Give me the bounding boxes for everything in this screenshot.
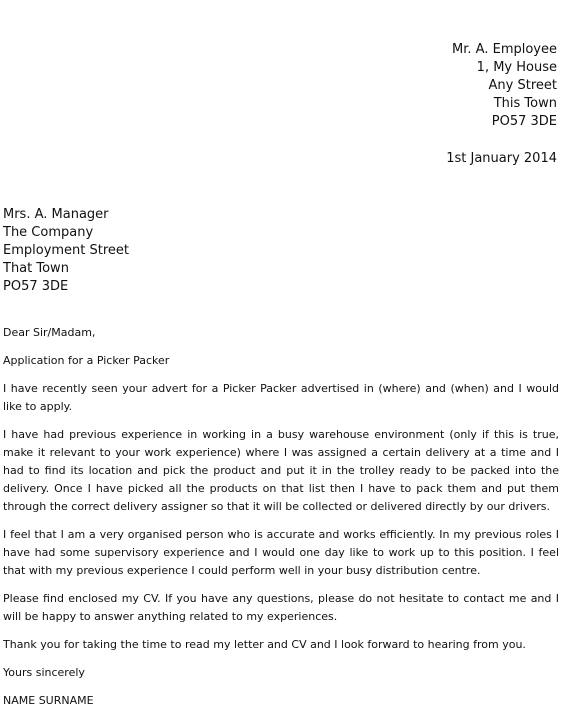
- body-paragraph: I feel that I am a very organised person who is accurate and works efficiently. In my previous roles I have had some supervisory experience and I would one day like to work up to this position. I feel that with my previous experience I could perform well in your busy distribution centre.: [3, 528, 559, 577]
- recipient-town: That Town: [3, 261, 69, 276]
- body-paragraph: Thank you for taking the time to read my letter and CV and I look forward to hearing from you.: [3, 638, 526, 651]
- recipient-street: Employment Street: [3, 243, 130, 258]
- body-paragraph: I have recently seen your advert for a Picker Packer advertised in (where) and (when) and I would like to apply.: [3, 382, 559, 413]
- sender-name: Mr. A. Employee: [452, 42, 557, 57]
- signature: NAME SURNAME: [3, 694, 94, 707]
- letter-date: 1st January 2014: [446, 151, 557, 166]
- sender-postcode: PO57 3DE: [491, 114, 557, 129]
- sender-address-line: 1, My House: [476, 60, 557, 75]
- closing: Yours sincerely: [3, 666, 85, 679]
- letter-body: [3, 324, 559, 720]
- recipient-company: The Company: [3, 225, 94, 240]
- recipient-address-block: [3, 206, 129, 296]
- sender-address-block: [452, 41, 557, 131]
- subject-line: Application for a Picker Packer: [3, 354, 170, 367]
- sender-address-line: This Town: [493, 96, 557, 111]
- sender-address-line: Any Street: [488, 78, 557, 93]
- body-paragraph: I have had previous experience in working in a busy warehouse environment (only if this is true, make it relevant to your work experience) where I was assigned a certain delivery at a time and I had to find its location and pick the product and put it in the trolley ready to be packed into the delivery. Once I have picked all the products on that list then I have to pack them and put them through the correct delivery assigner so that it will be collected or delivered directly by our drivers.: [3, 428, 559, 513]
- recipient-postcode: PO57 3DE: [3, 279, 69, 294]
- recipient-name: Mrs. A. Manager: [3, 207, 109, 222]
- body-paragraph: Please find enclosed my CV. If you have any questions, please do not hesitate to contact me and I will be happy to answer anything related to my experiences.: [3, 592, 559, 623]
- salutation: Dear Sir/Madam,: [3, 326, 96, 339]
